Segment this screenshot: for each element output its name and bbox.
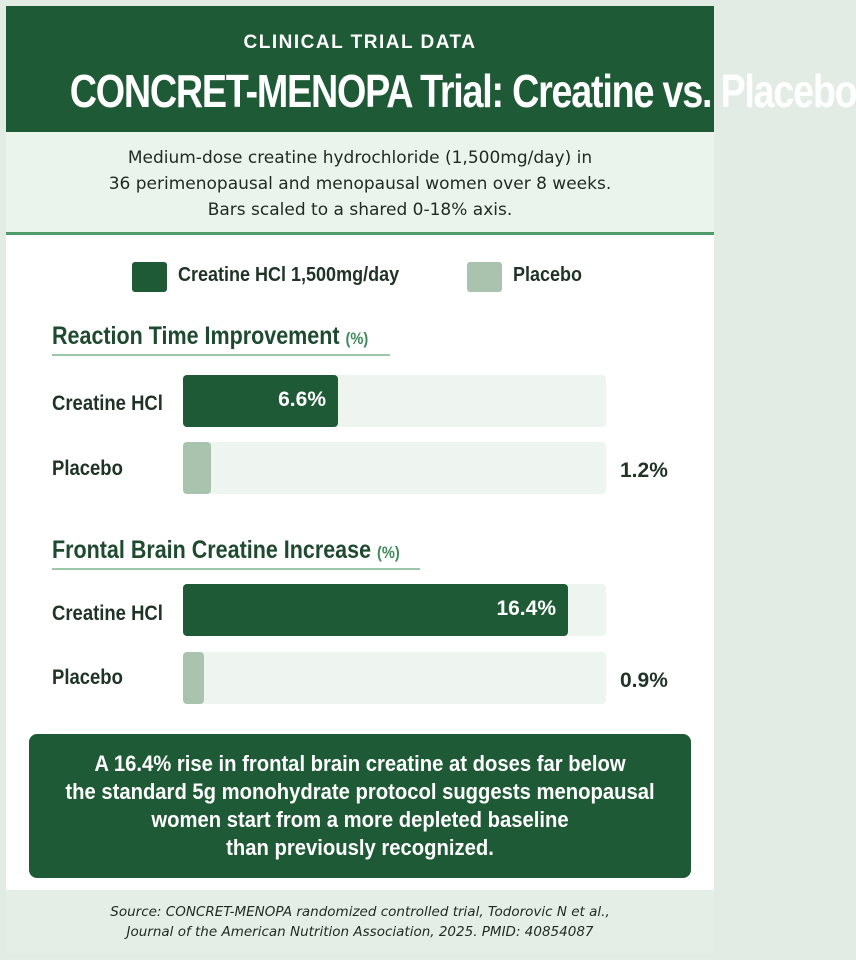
legend-swatch-creatine [132, 262, 167, 292]
page-title: CONCRET-MENOPA Trial: Creatine vs. Placebo [69, 65, 856, 117]
infographic-card [6, 6, 856, 954]
chart-1-unit: (%) [345, 329, 369, 348]
subtitle-line-2: 36 perimenopausal and menopausal women over 8 weeks. [108, 174, 612, 194]
chart-2-row-label-creatine: Creatine HCl [52, 602, 163, 625]
subtitle-line-1: Medium-dose creatine hydrochloride (1,500mg/day) in [127, 148, 593, 168]
chart-1-track-placebo [183, 442, 606, 494]
callout-line-4: than previously recognized. [226, 835, 494, 860]
callout-line-1: A 16.4% rise in frontal brain creatine at doses far below [94, 751, 626, 776]
legend [6, 260, 714, 294]
source-line-1: Source: CONCRET-MENOPA randomized controlled trial, Todorovic N et al., [110, 904, 610, 920]
chart-2-unit: (%) [377, 543, 400, 562]
chart-1-value-placebo: 1.2% [620, 459, 668, 482]
chart-2-title-text: Frontal Brain Creatine Increase [52, 536, 372, 564]
subtitle-box [6, 132, 714, 235]
chart-2-row-label-placebo: Placebo [52, 666, 123, 689]
header-banner [6, 6, 856, 132]
chart-2-track-placebo [183, 652, 606, 704]
legend-swatch-placebo [467, 262, 502, 292]
subtitle-line-3: Bars scaled to a shared 0-18% axis. [207, 200, 513, 220]
chart-2-title [52, 536, 400, 565]
chart-2-value-creatine: 16.4% [496, 597, 556, 620]
chart-1-title [52, 322, 368, 351]
legend-label-placebo: Placebo [513, 264, 583, 286]
callout-line-3: women start from a more depleted baseline [151, 807, 569, 832]
chart-1-title-text: Reaction Time Improvement [52, 322, 340, 350]
source-citation [6, 890, 714, 954]
chart-1-row-label-placebo: Placebo [52, 457, 123, 480]
header-kicker: CLINICAL TRIAL DATA [243, 32, 477, 53]
chart-2-rule [52, 568, 420, 570]
chart-1-track-creatine [183, 375, 606, 427]
chart-2-bar-placebo [183, 652, 204, 704]
key-finding-callout [29, 734, 691, 878]
callout-line-2: the standard 5g monohydrate protocol suggests menopausal [65, 779, 655, 804]
legend-label-creatine: Creatine HCl 1,500mg/day [178, 264, 400, 286]
source-line-2: Journal of the American Nutrition Association, 2025. PMID: 40854087 [126, 924, 594, 940]
chart-1-value-creatine: 6.6% [278, 388, 326, 411]
chart-1-row-label-creatine: Creatine HCl [52, 392, 163, 415]
chart-1-bar-placebo [183, 442, 211, 494]
chart-2-value-placebo: 0.9% [620, 669, 668, 692]
chart-1-rule [52, 354, 390, 356]
